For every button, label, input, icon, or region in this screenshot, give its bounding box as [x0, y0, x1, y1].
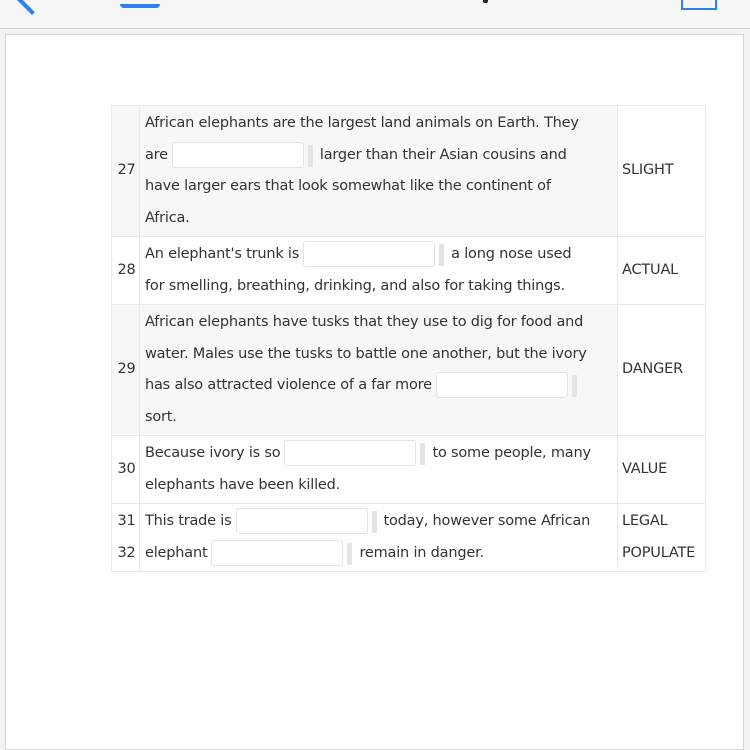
sentence-text: remain in danger. — [359, 544, 484, 561]
sentence-text: elephants have been killed. — [145, 476, 341, 493]
question-number: 31 — [117, 513, 136, 529]
question-number-cell — [112, 436, 140, 504]
sentence-line — [145, 239, 611, 271]
sentence-text: today, however some African — [383, 513, 591, 529]
sentence-cell — [140, 237, 618, 305]
question-number-cell — [112, 504, 140, 572]
sentence-text: Because ivory is so — [145, 445, 281, 461]
sentence-text: a long nose used — [451, 246, 572, 262]
root-word-cell — [618, 305, 706, 436]
sentence-cell — [140, 436, 618, 504]
sentence-line — [145, 171, 611, 203]
sentence-line — [145, 140, 611, 172]
question-number-cell — [112, 237, 140, 305]
sentence-line — [145, 506, 611, 538]
sentence-line — [145, 470, 611, 502]
root-word: LEGAL — [622, 513, 668, 529]
question-number: 27 — [117, 162, 136, 179]
sentence-text: for smelling, breathing, drinking, and also for taking things. — [145, 277, 565, 294]
sentence-text: Africa. — [145, 209, 190, 226]
nav-link-partial[interactable] — [120, 0, 160, 8]
sentence-line — [145, 402, 611, 434]
question-number: 32 — [117, 544, 136, 561]
root-word-cell — [618, 237, 706, 305]
sentence-text: This trade is — [145, 513, 232, 529]
answer-input[interactable] — [211, 540, 343, 566]
exercise-row — [112, 106, 706, 237]
sentence-line — [145, 438, 611, 470]
sentence-line — [145, 203, 611, 235]
sentence-cell — [140, 504, 618, 572]
sentence-text: larger than their Asian cousins and — [319, 146, 567, 163]
answer-input[interactable] — [436, 372, 568, 398]
sentence-line — [145, 339, 611, 371]
top-bar — [0, 0, 750, 29]
exercise-row — [112, 305, 706, 436]
sentence-line — [145, 271, 611, 303]
exercise-row — [112, 436, 706, 504]
title-partial — [483, 0, 488, 3]
sentence-line — [145, 108, 611, 140]
sentence-text: are — [145, 146, 168, 163]
root-word: POPULATE — [622, 544, 696, 561]
answer-input[interactable] — [236, 508, 368, 534]
question-number: 28 — [117, 261, 136, 278]
answer-input[interactable] — [303, 241, 435, 267]
root-word-cell — [618, 106, 706, 237]
root-word: SLIGHT — [622, 162, 674, 179]
back-chevron-icon[interactable] — [15, 0, 49, 15]
sentence-text: has also attracted violence of a far more — [145, 377, 432, 393]
sentence-text: water. Males use the tusks to battle one another, but the ivory — [145, 345, 587, 362]
sentence-text: elephant — [145, 544, 208, 561]
sentence-cell — [140, 106, 618, 237]
root-word-cell — [618, 436, 706, 504]
sentence-line — [145, 538, 611, 570]
edit-icon[interactable] — [681, 0, 717, 10]
answer-input[interactable] — [284, 440, 416, 466]
sentence-line — [145, 370, 611, 402]
sentence-line — [145, 307, 611, 339]
sentence-text: An elephant's trunk is — [145, 246, 300, 262]
root-word-cell — [618, 504, 706, 572]
sentence-text: African elephants have tusks that they use to dig for food and — [145, 314, 584, 330]
sentence-text: to some people, many — [432, 445, 591, 461]
question-number: 30 — [117, 460, 136, 477]
exercise-row — [112, 237, 706, 305]
sentence-text: have larger ears that look somewhat like the continent of — [145, 178, 551, 194]
root-word: VALUE — [622, 460, 668, 477]
question-number: 29 — [117, 361, 136, 378]
sentence-text: sort. — [145, 408, 177, 425]
sentence-cell — [140, 305, 618, 436]
answer-input[interactable] — [172, 142, 304, 168]
sentence-text: African elephants are the largest land animals on Earth. They — [145, 115, 579, 131]
root-word: ACTUAL — [622, 261, 679, 278]
exercise-row — [112, 504, 706, 572]
root-word: DANGER — [622, 361, 683, 378]
question-number-cell — [112, 106, 140, 237]
question-number-cell — [112, 305, 140, 436]
word-formation-table — [111, 105, 706, 572]
